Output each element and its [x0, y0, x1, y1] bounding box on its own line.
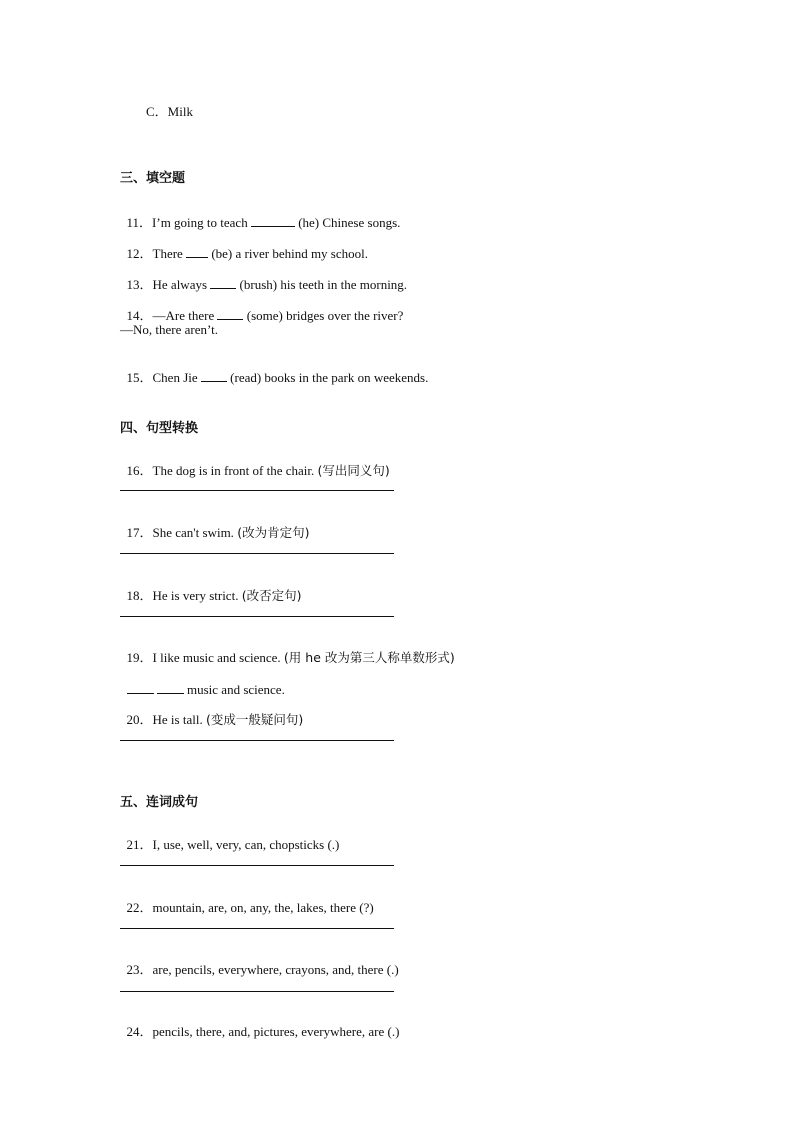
question-number: 18．	[126, 588, 153, 603]
question-number: 17．	[126, 525, 153, 540]
instruction: (改为肯定句)	[237, 525, 310, 540]
question-text: (he) Chinese songs.	[294, 215, 401, 230]
answer-line[interactable]	[120, 991, 394, 992]
question-text: He is very strict.	[152, 588, 242, 603]
fill-blank[interactable]	[157, 681, 184, 694]
instruction: (写出同义句)	[317, 463, 390, 478]
option-c: C．Milk	[146, 104, 193, 119]
question-23	[120, 946, 399, 978]
question-15	[120, 353, 428, 386]
question-text: He is tall.	[152, 712, 206, 727]
answer-line[interactable]	[120, 553, 394, 554]
fill-blank[interactable]	[127, 681, 154, 694]
section-5-title: 五、连词成句	[120, 795, 199, 810]
question-14	[120, 291, 403, 324]
question-text: She can't swim.	[152, 525, 238, 540]
question-text: (be) a river behind my school.	[208, 246, 369, 261]
question-number: 22．	[126, 900, 153, 915]
question-19	[120, 634, 455, 666]
answer-line[interactable]	[120, 928, 394, 929]
question-text: I like music and science.	[152, 650, 284, 665]
question-21	[120, 821, 339, 853]
question-text: (brush) his teeth in the morning.	[236, 277, 408, 292]
question-text: are, pencils, everywhere, crayons, and, there (.)	[152, 962, 399, 977]
question-text: pencils, there, and, pictures, everywhere, are (.)	[152, 1024, 400, 1039]
question-text: There	[152, 246, 187, 261]
question-13	[120, 260, 407, 293]
fill-blank[interactable]	[251, 214, 295, 227]
question-12	[120, 229, 368, 262]
section-3-title: 三、填空题	[120, 171, 186, 186]
question-17	[120, 509, 309, 541]
section-4-title: 四、句型转换	[120, 421, 199, 436]
question-text: I’m going to teach	[152, 215, 251, 230]
question-number: 20．	[126, 712, 153, 727]
question-14-response: —No, there aren’t.	[120, 322, 218, 337]
answer-line[interactable]	[120, 490, 394, 491]
question-number: 14．	[126, 308, 153, 323]
question-11	[120, 198, 400, 231]
question-number: 11．	[126, 215, 153, 230]
question-number: 16．	[126, 463, 153, 478]
instruction: (用 he 改为第三人称单数形式)	[283, 650, 455, 665]
question-text: (some) bridges over the river?	[243, 308, 404, 323]
question-text: I, use, well, very, can, chopsticks (.)	[152, 837, 340, 852]
question-24	[120, 1008, 399, 1040]
question-text: (read) books in the park on weekends.	[226, 370, 429, 385]
question-number: 24．	[126, 1024, 153, 1039]
question-text: music and science.	[183, 682, 285, 697]
instruction: (变成一般疑问句)	[205, 712, 304, 727]
question-text: He always	[152, 277, 211, 292]
question-number: 15．	[126, 370, 153, 385]
answer-line[interactable]	[120, 616, 394, 617]
fill-blank[interactable]	[217, 307, 243, 320]
instruction: (改否定句)	[241, 588, 302, 603]
question-18	[120, 572, 301, 604]
question-number: 12．	[126, 246, 153, 261]
question-19-answer	[120, 665, 285, 698]
answer-line[interactable]	[120, 865, 394, 866]
fill-blank[interactable]	[186, 245, 208, 258]
question-number: 13．	[126, 277, 153, 292]
question-20	[120, 696, 303, 728]
question-text: Chen Jie	[152, 370, 201, 385]
question-number: 19．	[126, 650, 153, 665]
answer-line[interactable]	[120, 740, 394, 741]
question-number: 21．	[126, 837, 153, 852]
question-text: mountain, are, on, any, the, lakes, there (?)	[152, 900, 374, 915]
question-22	[120, 884, 374, 916]
question-text: —Are there	[152, 308, 218, 323]
fill-blank[interactable]	[201, 369, 227, 382]
question-16	[120, 447, 390, 479]
question-text: The dog is in front of the chair.	[152, 463, 318, 478]
fill-blank[interactable]	[210, 276, 236, 289]
question-number: 23．	[126, 962, 153, 977]
